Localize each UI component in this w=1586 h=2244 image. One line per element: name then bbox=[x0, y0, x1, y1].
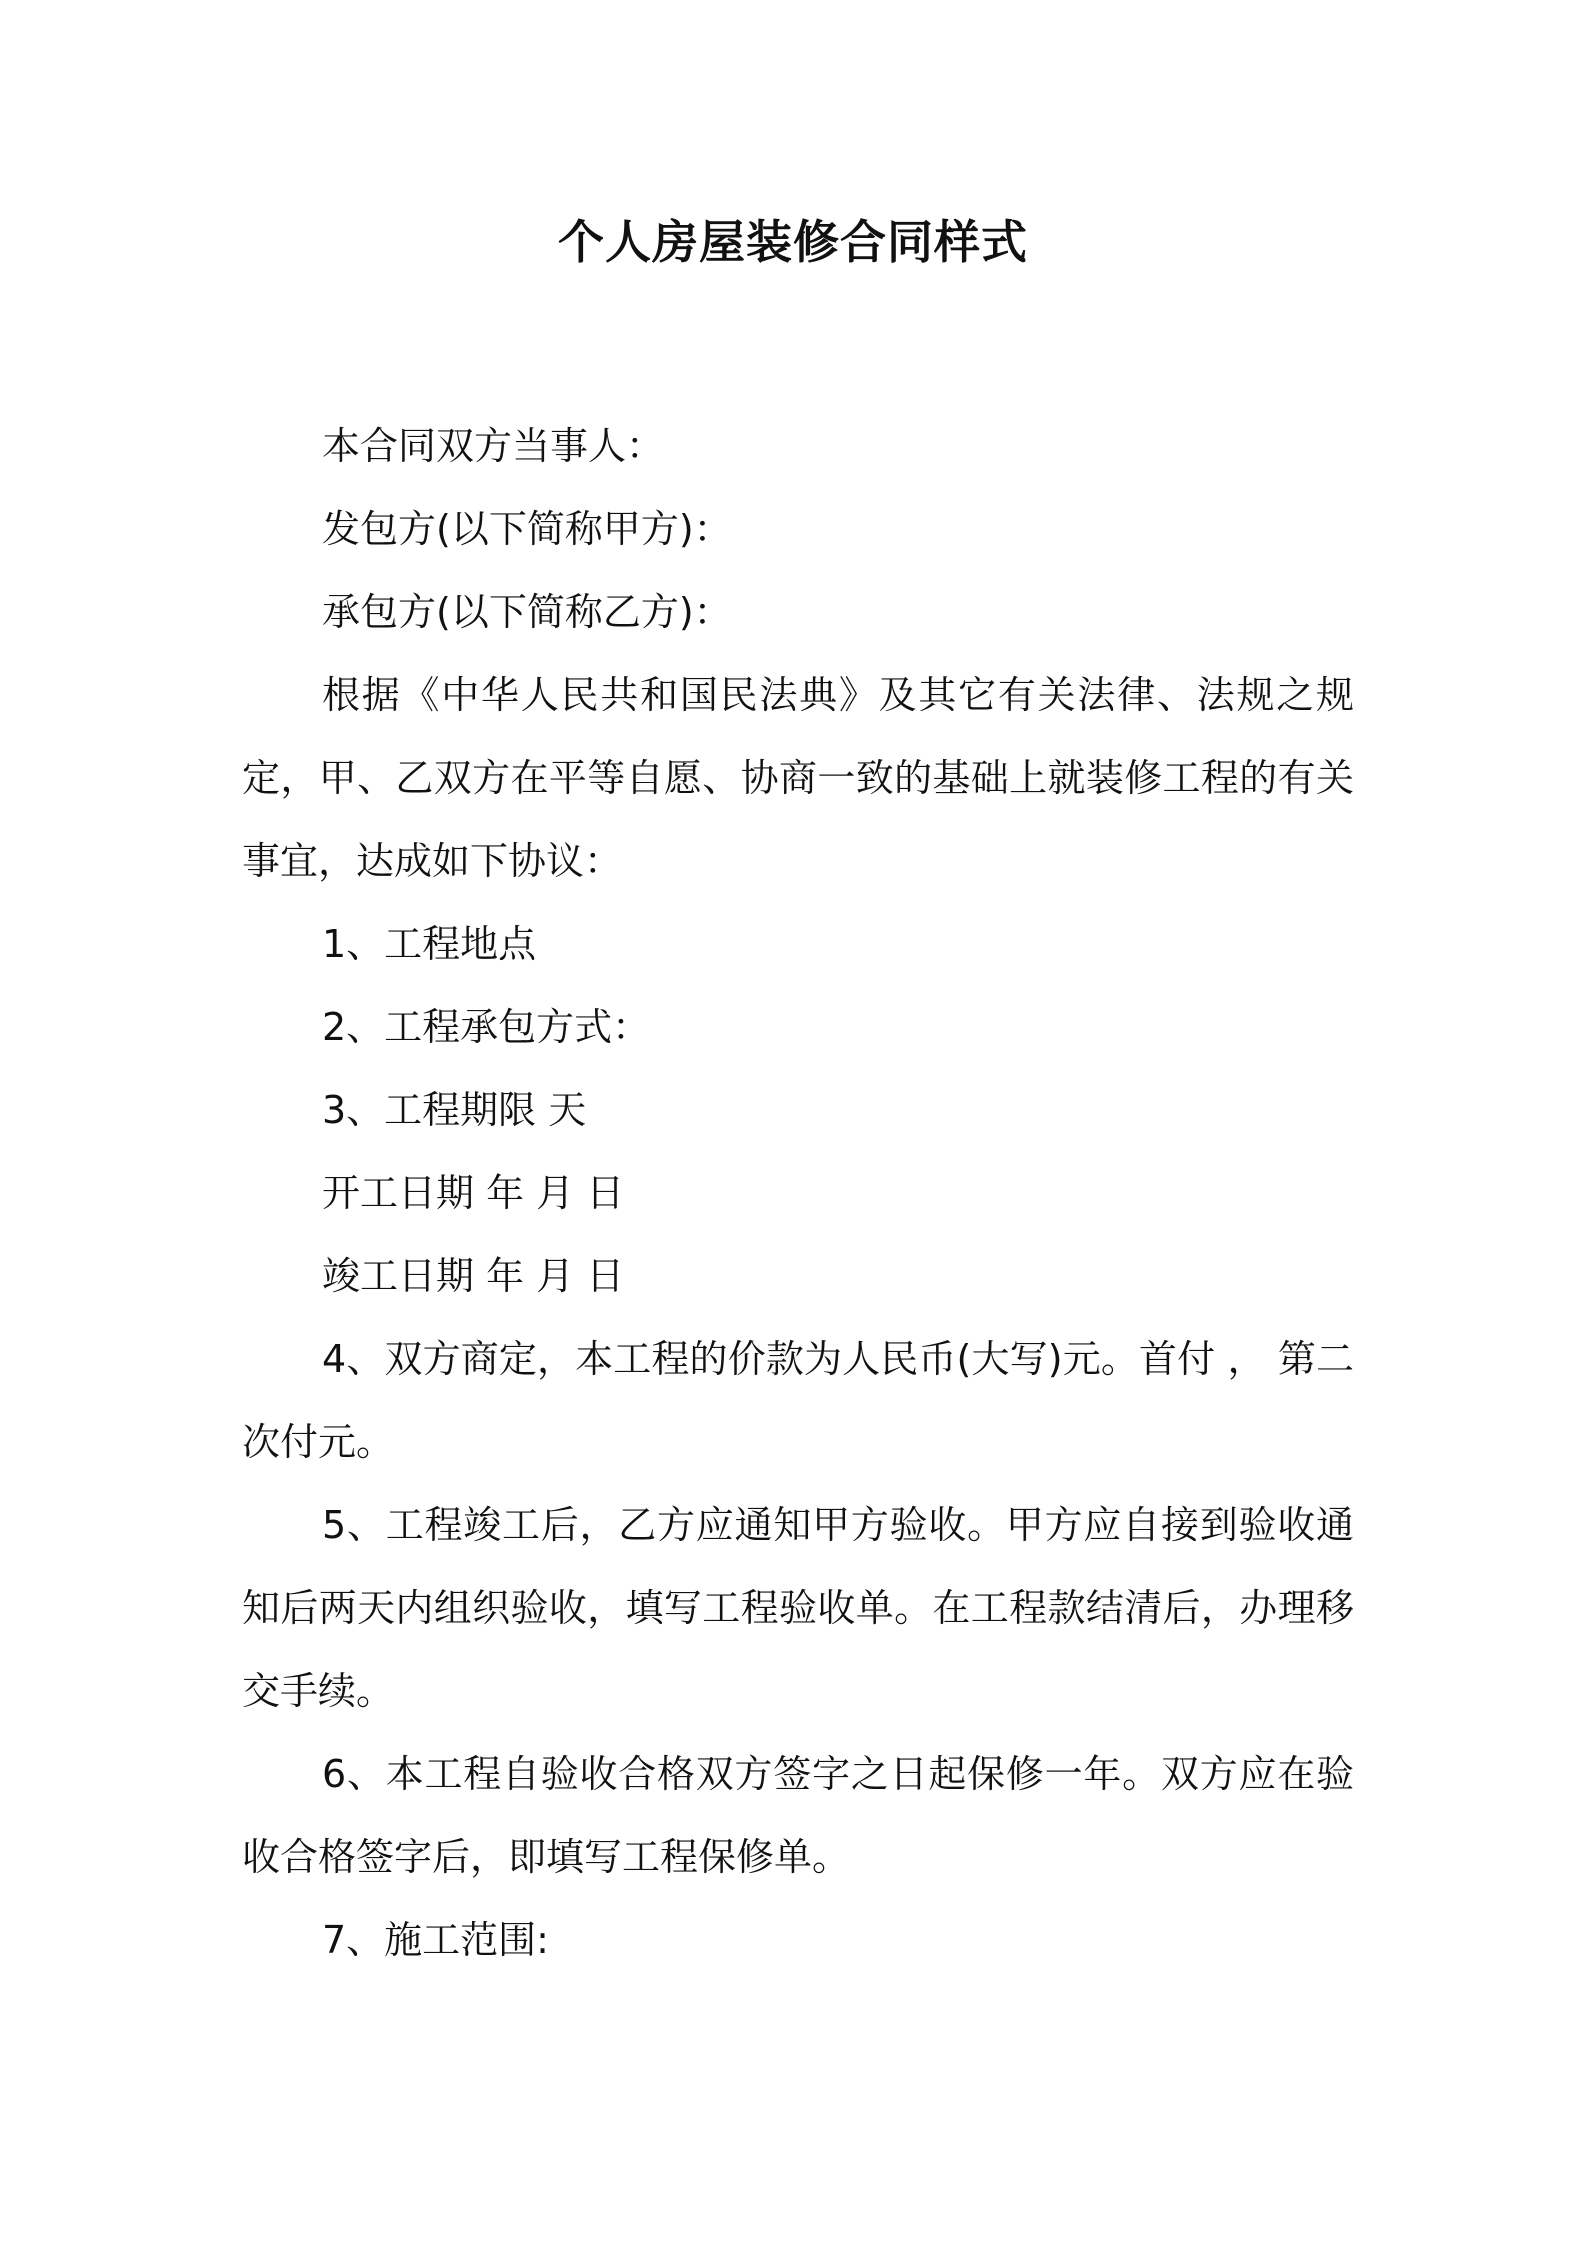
legal-basis-paragraph: 根据《中华人民共和国民法典》及其它有关法律、法规之规定，甲、乙双方在平等自愿、协商一致的基础上就装修工程的有关事宜，达成如下协议： bbox=[242, 673, 1354, 883]
clause-4-price: 4、双方商定，本工程的价款为人民币(大写)元。首付 ， 第二次付元。 bbox=[242, 1337, 1354, 1464]
party-b-line: 承包方(以下简称乙方)： bbox=[322, 590, 732, 634]
start-date-line: 开工日期 年 月 日 bbox=[322, 1171, 625, 1215]
clause-7-scope: 7、施工范围: bbox=[322, 1918, 549, 1962]
clause-1-location: 1、工程地点 bbox=[322, 922, 537, 966]
completion-date-line: 竣工日期 年 月 日 bbox=[322, 1254, 625, 1298]
party-a-line: 发包方(以下简称甲方)： bbox=[322, 507, 732, 551]
clause-6-warranty: 6、本工程自验收合格双方签字之日起保修一年。双方应在验收合格签字后，即填写工程保修单。 bbox=[242, 1752, 1354, 1879]
document-body bbox=[242, 405, 1354, 1982]
document-title: 个人房屋装修合同样式 bbox=[558, 215, 1028, 269]
clause-3-duration: 3、工程期限 天 bbox=[322, 1088, 587, 1132]
clause-2-contract-method: 2、工程承包方式： bbox=[322, 1005, 651, 1049]
clause-5-acceptance: 5、工程竣工后，乙方应通知甲方验收。甲方应自接到验收通知后两天内组织验收，填写工程验收单。在工程款结清后，办理移交手续。 bbox=[242, 1503, 1354, 1713]
parties-heading: 本合同双方当事人： bbox=[322, 424, 665, 468]
